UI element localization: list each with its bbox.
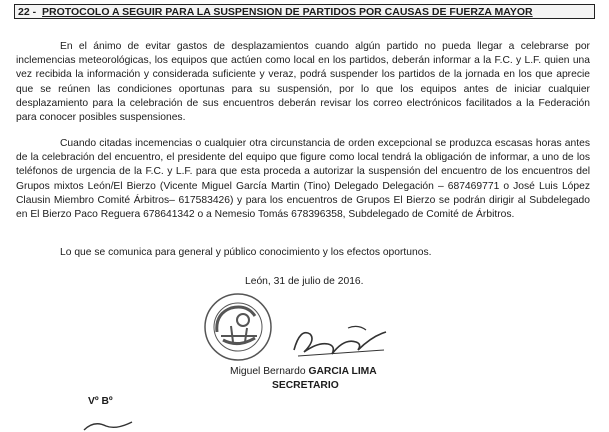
section-title: PROTOCOLO A SEGUIR PARA LA SUSPENSION DE PARTIDOS POR CAUSAS DE FUERZA MAYOR (42, 6, 533, 18)
section-heading (14, 4, 595, 19)
signer-first-name: Miguel Bernardo (230, 366, 306, 377)
signature (288, 320, 393, 362)
paragraph-urgent (16, 137, 590, 222)
second-signature (80, 418, 140, 432)
paragraph-weather (16, 40, 590, 125)
signer-role: SECRETARIO (272, 380, 339, 391)
paragraph-weather-text: En el ánimo de evitar gastos de desplazamientos cuando algún partido no pueda llegar a celebrarse por inclemencias meteorológicas, los equipos que actúen como local en los partidos, deberán informar a la F.C. y L.F. quien una vez recibida la información y considerada suficiente y veraz, podrá suspender los partidos de la jornada en los que aprecie que se reúnen las condiciones oportunas para su suspensión, por lo que los equipos antes de iniciar cualquier desplazamiento para la celebración de sus encuentros deberán revisar los correo electrónicos facilitados a la Federación para conocer posibles suspensiones. (16, 41, 590, 124)
signer-last-name: GARCIA LIMA (308, 366, 377, 377)
federation-seal (203, 292, 273, 362)
approval-mark: Vº Bº (88, 396, 113, 407)
signer-name (230, 366, 377, 377)
place-date: León, 31 de julio de 2016. (245, 276, 364, 287)
paragraph-closing: Lo que se comunica para general y público conocimiento y los efectos oportunos. (60, 247, 432, 258)
paragraph-urgent-text: Cuando citadas incemencias o cualquier otra circunstancia de orden excepcional se produzca escasas horas antes de la celebración del encuentro, el presidente del equipo que figure como local tendrá la obligación de informar, a uno de los teléfonos de urgencia de la F.C. y L.F. para que esta proceda a autorizar la suspensión del encuentro de los encuentros del Grupos mixtos León/El Bierzo (Vicente Miguel García Martin (Tino) Delegado Delegación – 687469771 o José Luis López Clausin Miembro Comité Árbitros– 617583426) y para los encuentros de Grupos El Bierzo se podrán dirigir al Subdelegado en El Bierzo Paco Reguera 678641342 o a Nemesio Tomás 678396358, Subdelegado de Comité de Árbitros. (16, 138, 590, 221)
section-number: 22 - (18, 6, 37, 18)
